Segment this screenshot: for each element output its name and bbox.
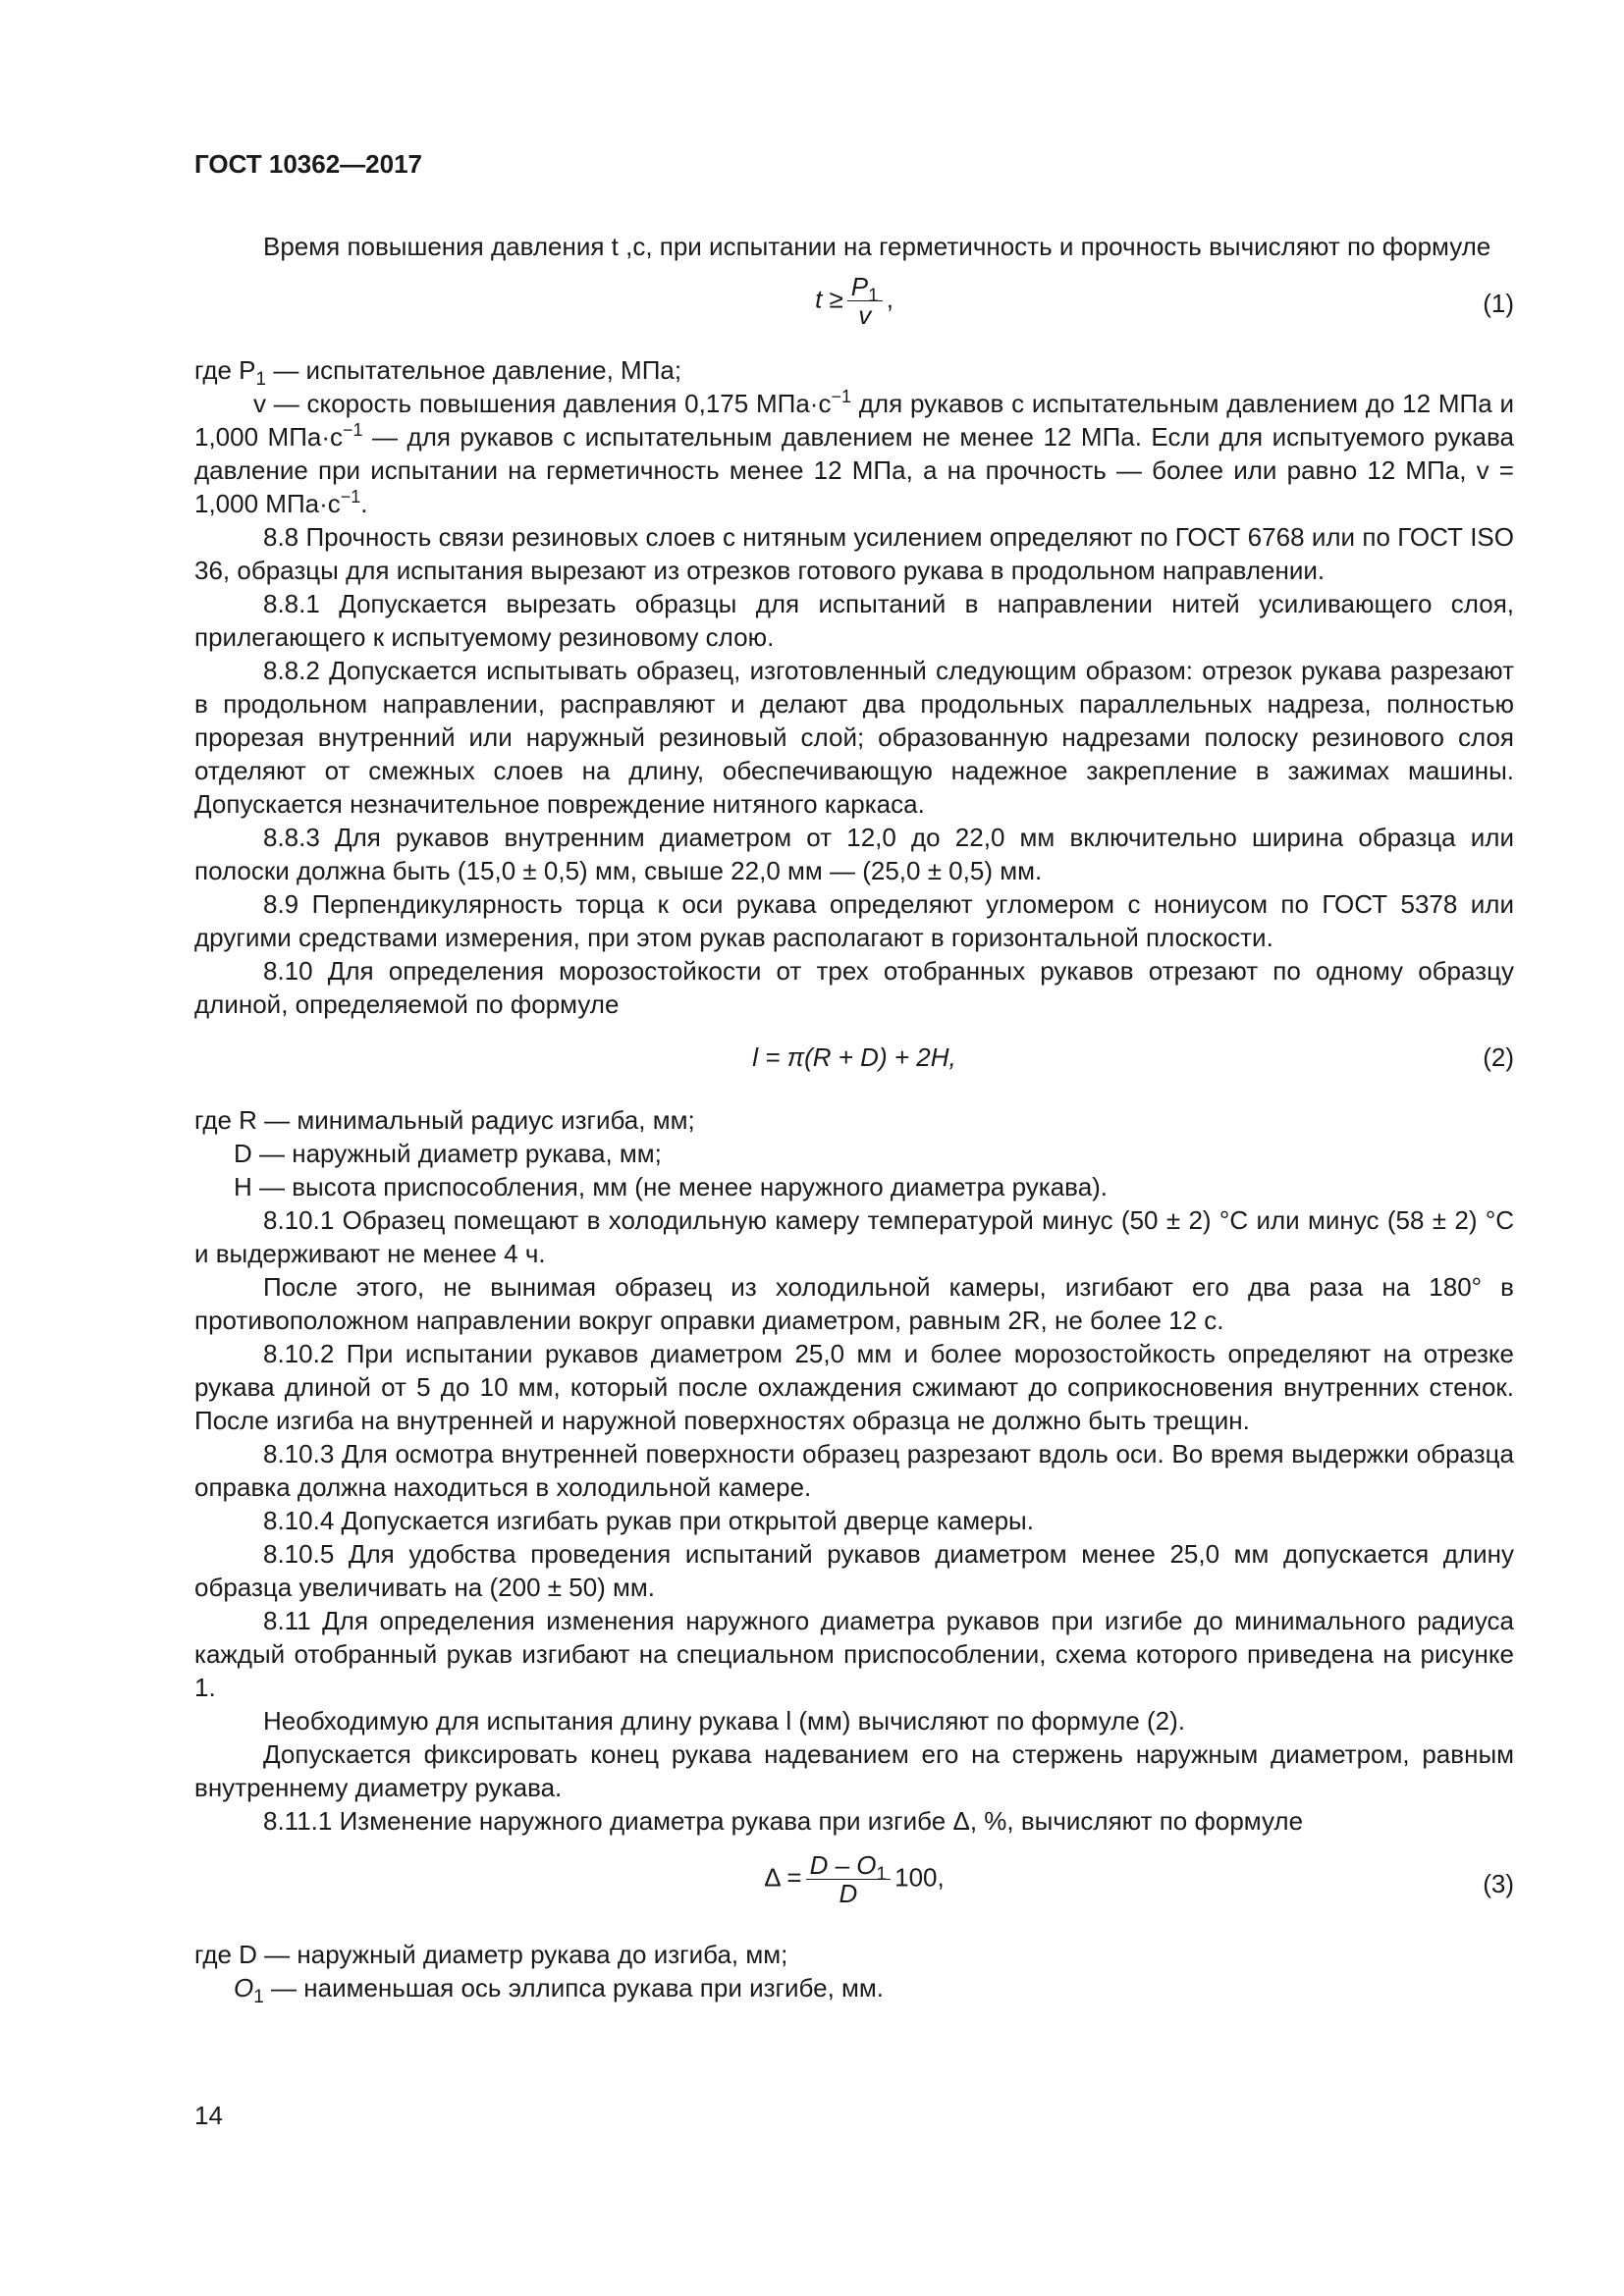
- where-o1: $O_1$ — наименьшая ось эллипса рукава при изгибе, мм.: [234, 1973, 885, 2007]
- paragraph-8-8-1: 8.8.1 Допускается вырезать образцы для испытаний в направлении нитей усиливающего слоя, прилегающего к испытуемому резиновому слою.: [194, 589, 1514, 652]
- where-v: v — скорость повышения давления 0,175 $МПа\cdot с^{-1}$ для рукавов с испытательным давлением до 12 МПа и 1,000 $МПа\cdot с^{-1}$ — для рукавов с испытательным давлением не менее 12 МПа. Если для испытуемого рукава давление при испытании на герметичность менее 12 МПа, а на прочность — более или равно 12 МПа, v = 1,000 $МПа\cdot с^{-1}$.: [194, 387, 1514, 518]
- formula-2-expression: l = π(R + D) + 2H,: [752, 1042, 956, 1072]
- paragraph-8-10: 8.10 Для определения морозостойкости от трех отобранных рукавов отрезают по одному образцу длиной, определяемой по формуле: [194, 956, 1514, 1019]
- paragraph-8-11: 8.11 Для определения изменения наружного диаметра рукавов при изгибе до минимального радиуса каждый отобранный рукав изгибают на специальном приспособлении, схема которого приведена на рисунке 1.: [194, 1606, 1514, 1702]
- paragraph-after-this: После этого, не вынимая образец из холодильной камеры, изгибают его два раза на 180° в противоположном направлении вокруг оправки диаметром, равным 2R, не более 12 с.: [194, 1272, 1514, 1335]
- paragraph-length: Необходимую для испытания длину рукава l (мм) вычисляют по формуле (2).: [263, 1706, 1186, 1735]
- formula-3-expression: Δ = $\frac{D - O_1}{D}$ 100,: [764, 1850, 945, 1908]
- paragraph-8-9: 8.9 Перпендикулярность торца к оси рукава определяют угломером с нониусом по ГОСТ 5378 или другими средствами измерения, при этом рукав располагают в горизонтальной плоскости.: [194, 889, 1514, 952]
- where-h: H — высота приспособления, мм (не менее наружного диаметра рукава).: [234, 1172, 1109, 1201]
- paragraph-8-10-2: 8.10.2 При испытании рукавов диаметром 25,0 мм и более морозостойкость определяют на отрезке рукава длиной от 5 до 10 мм, который после охлаждения сжимают до соприкосновения внутренних стенок. После изгиба на внутренней и наружной поверхностях образца не должно быть трещин.: [194, 1339, 1514, 1435]
- formula-2: [194, 1031, 1514, 1094]
- paragraph-8-10-3: 8.10.3 Для осмотра внутренней поверхности образец разрезают вдоль оси. Во время выдержки образца оправка должна находиться в холодильной камере.: [194, 1439, 1514, 1502]
- paragraph-8-8-2: 8.8.2 Допускается испытывать образец, изготовленный следующим образом: отрезок рукава разрезают в продольном направлении, расправляют и делают два продольных параллельных надреза, полностью прорезая внутренний или наружный резиновый слой; образованную надрезами полоску резинового слоя отделяют от смежных слоев на длину, обеспечивающую надежное закрепление в зажимах машины. Допускается незначительное повреждение нитяного каркаса.: [194, 656, 1514, 819]
- formula-1-fraction: $\frac{P_1}{v}$: [847, 273, 883, 329]
- formula-1: [194, 265, 1514, 344]
- where-p1: где $P_1$ — испытательное давление, МПа;: [194, 355, 682, 390]
- document-header: ГОСТ 10362—2017: [194, 149, 422, 179]
- paragraph-8-11-1: 8.11.1 Изменение наружного диаметра рукава при изгибе Δ, %, вычисляют по формуле: [263, 1806, 1304, 1836]
- paragraph-8-8-3: 8.8.3 Для рукавов внутренним диаметром от 12,0 до 22,0 мм включительно ширина образца или полоски должна быть (15,0 ± 0,5) мм, свыше 22,0 мм — (25,0 ± 0,5) мм.: [194, 823, 1514, 885]
- document-page: [194, 147, 1514, 2007]
- paragraph-8-10-5: 8.10.5 Для удобства проведения испытаний рукавов диаметром менее 25,0 мм допускается длину образца увеличивать на (200 ± 50) мм.: [194, 1539, 1514, 1602]
- paragraph-8-8: 8.8 Прочность связи резиновых слоев с нитяным усилением определяют по ГОСТ 6768 или по ГОСТ ISO 36, образцы для испытания вырезают из отрезков готового рукава в продольном направлении.: [194, 522, 1514, 585]
- paragraph-8-10-4: 8.10.4 Допускается изгибать рукав при открытой дверце камеры.: [263, 1506, 1034, 1535]
- formula-3: [194, 1840, 1514, 1928]
- intro-paragraph: Время повышения давления t ,с, при испытании на герметичность и прочность вычисляют по формуле: [263, 232, 1491, 261]
- formula-1-expression: t ≥ $\frac{P_1}{v}$ ,: [815, 272, 893, 330]
- paragraph-fix: Допускается фиксировать конец рукава надеванием его на стержень наружным диаметром, равным внутреннему диаметру рукава.: [194, 1739, 1514, 1802]
- where-d2: где D — наружный диаметр рукава до изгиба, мм;: [194, 1940, 788, 1969]
- where-r: где R — минимальный радиус изгиба, мм;: [194, 1105, 695, 1135]
- formula-2-number: (2): [1483, 1042, 1514, 1072]
- formula-1-number: (1): [1483, 289, 1514, 318]
- where-d: D — наружный диаметр рукава, мм;: [234, 1139, 662, 1168]
- formula-3-number: (3): [1483, 1869, 1514, 1898]
- page-number: 14: [194, 2101, 223, 2130]
- paragraph-8-10-1: 8.10.1 Образец помещают в холодильную камеру температурой минус (50 ± 2) °С или минус (58 ± 2) °С и выдерживают не менее 4 ч.: [194, 1205, 1514, 1268]
- formula-3-fraction: $\frac{D - O_1}{D}$: [806, 1851, 892, 1907]
